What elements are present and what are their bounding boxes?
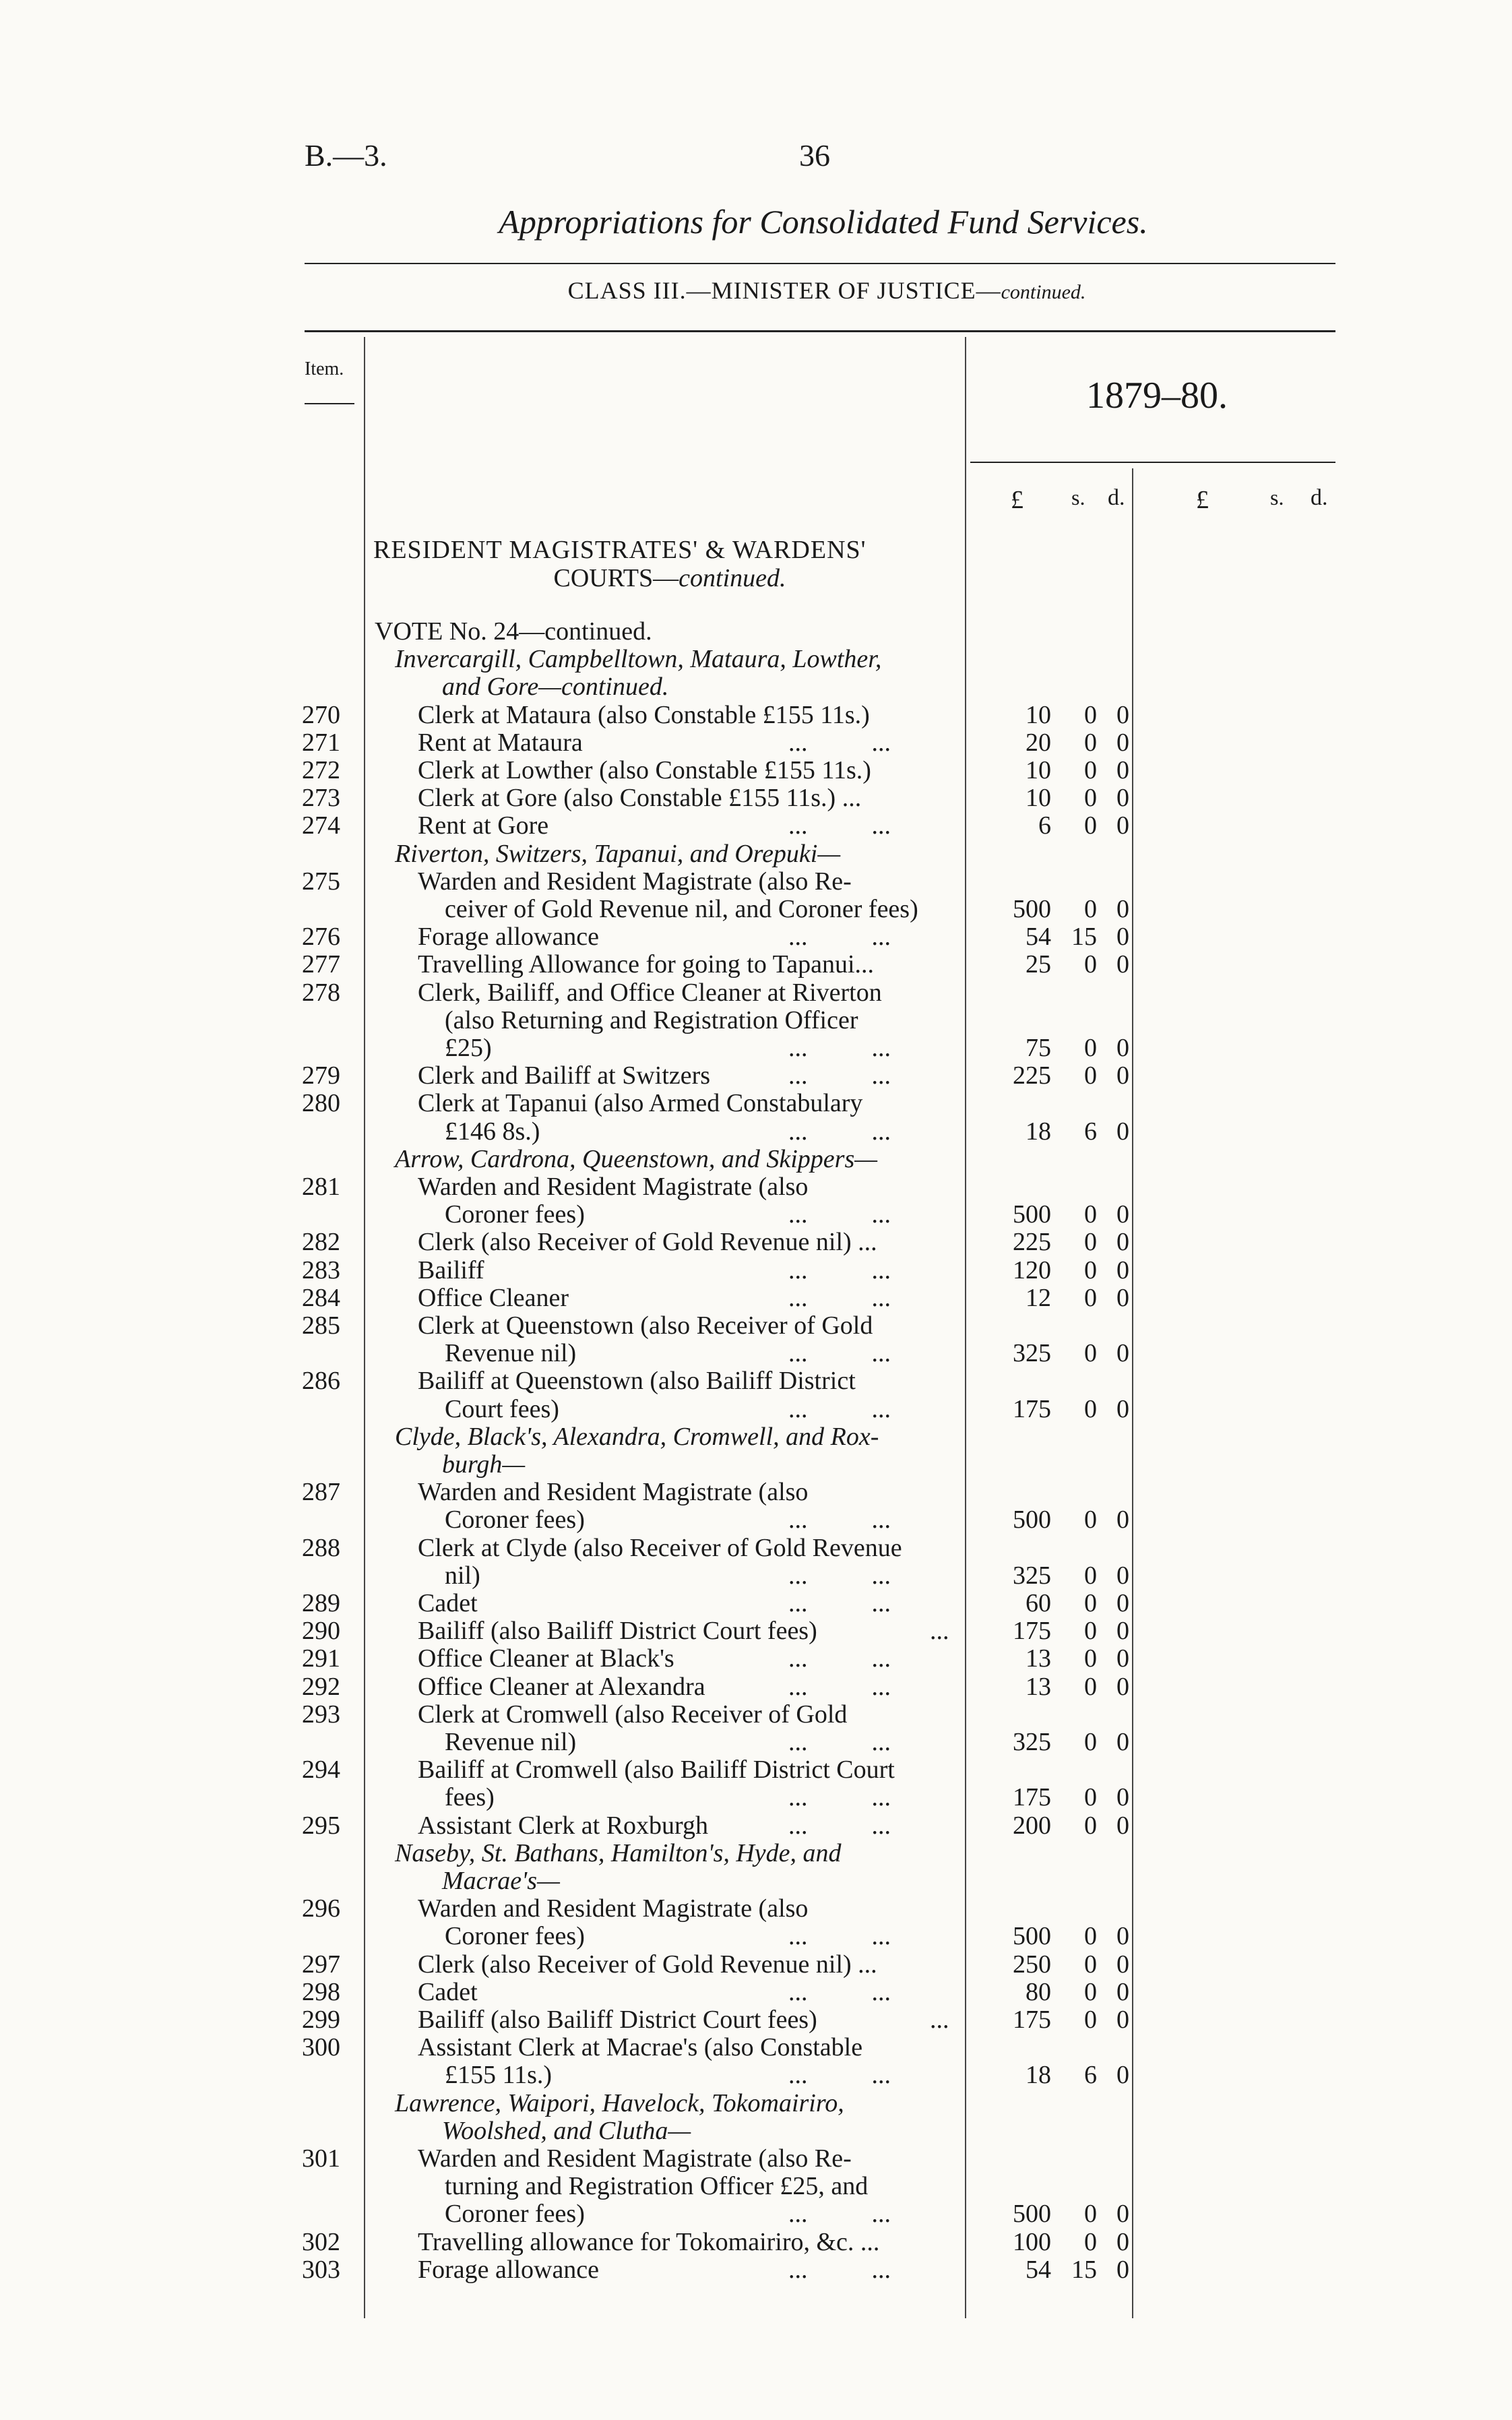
- item-number: 273: [302, 784, 340, 813]
- item-description: Rent at Gore: [418, 811, 549, 840]
- item-number: 293: [302, 1700, 340, 1729]
- amount-pence: 0: [1116, 1117, 1129, 1146]
- item-description: Bailiff (also Bailiff District Court fees): [418, 1617, 817, 1646]
- item-number: 292: [302, 1672, 340, 1701]
- item-number: 274: [302, 811, 340, 840]
- amount-pounds: 80: [1026, 1977, 1051, 2006]
- amount-pounds: 325: [1013, 1339, 1051, 1368]
- amount-pence: 0: [1116, 728, 1129, 757]
- item-description: Bailiff at Queenstown (also Bailiff District: [418, 1367, 856, 1396]
- leader-dots: ... ...: [788, 728, 891, 757]
- amount-pounds: 60: [1026, 1589, 1051, 1617]
- amount-pence: 0: [1116, 1561, 1129, 1590]
- pence-header-total: d.: [1311, 485, 1328, 510]
- section-heading-line2: [373, 564, 966, 592]
- amount-shillings: 0: [1084, 1922, 1097, 1951]
- amount-pounds: 500: [1013, 2200, 1051, 2229]
- amount-pence: 0: [1116, 1228, 1129, 1257]
- item-description: Bailiff (also Bailiff District Court fees): [418, 2006, 817, 2034]
- amount-pence: 0: [1116, 2200, 1129, 2229]
- amount-pence: 0: [1116, 1644, 1129, 1673]
- item-description: Assistant Clerk at Macrae's (also Constable: [418, 2033, 863, 2062]
- item-description: Revenue nil): [445, 1339, 577, 1368]
- item-description: Clerk at Tapanui (also Armed Constabulary: [418, 1089, 863, 1118]
- item-description: Court fees): [445, 1394, 559, 1423]
- amount-pounds: 175: [1013, 2006, 1051, 2034]
- leader-dots: ... ...: [788, 1283, 891, 1312]
- amount-pence: 0: [1116, 2227, 1129, 2256]
- item-number: 297: [302, 1950, 340, 1979]
- amount-pounds: 325: [1013, 1561, 1051, 1590]
- location-group-heading-cont: and Gore—continued.: [442, 673, 669, 702]
- amount-pence: 0: [1116, 1394, 1129, 1423]
- amount-shillings: 0: [1084, 784, 1097, 813]
- section-heading-line1: RESIDENT MAGISTRATES' & WARDENS': [373, 536, 867, 564]
- leader-dots: ... ...: [788, 1644, 891, 1673]
- amount-shillings: 0: [1084, 1061, 1097, 1090]
- amount-shillings: 0: [1084, 1728, 1097, 1756]
- location-group-heading: Clyde, Black's, Alexandra, Cromwell, and Rox-: [395, 1422, 879, 1451]
- page-number: 36: [799, 138, 830, 173]
- item-description: Coroner fees): [445, 2200, 585, 2229]
- location-group-heading-cont: burgh—: [442, 1450, 526, 1479]
- pence-column-divider: [1132, 468, 1133, 2318]
- item-description: Cadet: [418, 1977, 478, 2006]
- leader-dots: ... ...: [788, 1034, 891, 1062]
- leader-dots: ... ...: [788, 2200, 891, 2229]
- item-description: Forage allowance: [418, 923, 600, 952]
- item-description: £146 8s.): [445, 1117, 540, 1146]
- amount-pounds: 175: [1013, 1617, 1051, 1646]
- amount-pounds: 175: [1013, 1394, 1051, 1423]
- item-number: 271: [302, 728, 340, 757]
- leader-dots: ... ...: [788, 811, 891, 840]
- amount-shillings: 0: [1084, 1950, 1097, 1979]
- class-heading: [0, 276, 1512, 305]
- amount-shillings: 0: [1084, 1977, 1097, 2006]
- item-number: 276: [302, 923, 340, 952]
- page-title: Appropriations for Consolidated Fund Services.: [499, 203, 1148, 241]
- item-description: nil): [445, 1561, 480, 1590]
- location-group-heading: Lawrence, Waipori, Havelock, Tokomairiro,: [395, 2088, 844, 2117]
- amount-pence: 0: [1116, 784, 1129, 813]
- item-number: 301: [302, 2144, 340, 2173]
- item-description: Warden and Resident Magistrate (also: [418, 1478, 809, 1507]
- amount-pence: 0: [1116, 1506, 1129, 1534]
- item-description: Forage allowance: [418, 2255, 600, 2284]
- item-number: 303: [302, 2255, 340, 2284]
- item-number: 278: [302, 978, 340, 1007]
- leader-dots: ...: [930, 2006, 949, 2034]
- item-description: Warden and Resident Magistrate (also Re-: [418, 867, 852, 896]
- location-group-heading: Riverton, Switzers, Tapanui, and Orepuki—: [395, 839, 841, 868]
- item-number: 272: [302, 756, 340, 784]
- amount-pounds: 25: [1026, 950, 1051, 979]
- year-column-header: 1879–80.: [1086, 375, 1228, 416]
- item-description: Bailiff at Cromwell (also Bailiff District Court: [418, 1756, 895, 1785]
- amount-pence: 0: [1116, 1034, 1129, 1062]
- amount-shillings: 0: [1084, 1034, 1097, 1062]
- amount-pounds: 200: [1013, 1811, 1051, 1840]
- amount-pence: 0: [1116, 895, 1129, 923]
- amount-pence: 0: [1116, 923, 1129, 952]
- item-description: Revenue nil): [445, 1728, 577, 1756]
- amount-pounds: 500: [1013, 1506, 1051, 1534]
- amount-pence: 0: [1116, 1977, 1129, 2006]
- amount-shillings: 0: [1084, 2227, 1097, 2256]
- pence-header: d.: [1108, 485, 1125, 510]
- amount-shillings: 0: [1084, 1200, 1097, 1229]
- amount-pounds: 225: [1013, 1061, 1051, 1090]
- amount-shillings: 0: [1084, 1506, 1097, 1534]
- table-top-rule: [305, 330, 1335, 332]
- amount-pounds: 500: [1013, 895, 1051, 923]
- leader-dots: ... ...: [788, 1255, 891, 1284]
- pound-header: £: [1011, 486, 1023, 514]
- amount-shillings: 0: [1084, 1783, 1097, 1812]
- amount-pounds: 175: [1013, 1783, 1051, 1812]
- amount-pounds: 20: [1026, 728, 1051, 757]
- item-number: 284: [302, 1283, 340, 1312]
- item-description: Travelling Allowance for going to Tapanui...: [418, 950, 875, 979]
- item-number: 275: [302, 867, 340, 896]
- item-description: Coroner fees): [445, 1506, 585, 1534]
- amount-pounds: 75: [1026, 1034, 1051, 1062]
- item-number: 281: [302, 1173, 340, 1201]
- amount-shillings: 0: [1084, 1811, 1097, 1840]
- leader-dots: ... ...: [788, 2061, 891, 2090]
- item-description: Cadet: [418, 1589, 478, 1617]
- shilling-header: s.: [1071, 485, 1085, 509]
- item-number: 270: [302, 700, 340, 729]
- item-number: 302: [302, 2227, 340, 2256]
- item-number: 300: [302, 2033, 340, 2062]
- location-group-heading-cont: Woolshed, and Clutha—: [442, 2116, 691, 2145]
- amount-shillings: 15: [1071, 923, 1097, 952]
- item-number: 286: [302, 1367, 340, 1396]
- amount-pence: 0: [1116, 1061, 1129, 1090]
- item-number: 288: [302, 1533, 340, 1562]
- item-number: 285: [302, 1311, 340, 1340]
- amount-shillings: 0: [1084, 1617, 1097, 1646]
- location-group-heading: Invercargill, Campbelltown, Mataura, Lowther,: [395, 645, 882, 674]
- amount-pounds: 500: [1013, 1922, 1051, 1951]
- item-number: 283: [302, 1255, 340, 1284]
- money-header-rule: [970, 462, 1335, 463]
- leader-dots: ... ...: [788, 1811, 891, 1840]
- amount-shillings: 0: [1084, 756, 1097, 784]
- amount-shillings: 0: [1084, 1283, 1097, 1312]
- item-number: 299: [302, 2006, 340, 2034]
- amount-pence: 0: [1116, 700, 1129, 729]
- amount-pence: 0: [1116, 1617, 1129, 1646]
- amount-shillings: 6: [1084, 2061, 1097, 2090]
- leader-dots: ... ...: [788, 1783, 891, 1812]
- amount-pence: 0: [1116, 1922, 1129, 1951]
- item-description: Travelling allowance for Tokomairiro, &c. ...: [418, 2227, 880, 2256]
- amount-pounds: 18: [1026, 1117, 1051, 1146]
- item-description: Bailiff: [418, 1255, 484, 1284]
- amount-shillings: 0: [1084, 1255, 1097, 1284]
- item-description: Clerk at Gore (also Constable £155 11s.) ...: [418, 784, 862, 813]
- item-number: 277: [302, 950, 340, 979]
- item-number: 280: [302, 1089, 340, 1118]
- leader-dots: ...: [930, 1617, 949, 1646]
- amount-pounds: 54: [1026, 2255, 1051, 2284]
- item-number: 295: [302, 1811, 340, 1840]
- leader-dots: ... ...: [788, 923, 891, 952]
- amount-shillings: 15: [1071, 2255, 1097, 2284]
- leader-dots: ... ...: [788, 1061, 891, 1090]
- item-column-divider: [364, 337, 365, 2318]
- item-description: Office Cleaner at Alexandra: [418, 1672, 705, 1701]
- item-description: Warden and Resident Magistrate (also Re-: [418, 2144, 852, 2173]
- item-number: 290: [302, 1617, 340, 1646]
- item-description: Clerk and Bailiff at Switzers: [418, 1061, 711, 1090]
- title-rule: [305, 263, 1335, 264]
- leader-dots: ... ...: [788, 1339, 891, 1368]
- amount-shillings: 0: [1084, 1561, 1097, 1590]
- amount-pence: 0: [1116, 2255, 1129, 2284]
- amount-pence: 0: [1116, 811, 1129, 840]
- amount-pounds: 10: [1026, 784, 1051, 813]
- amount-pounds: 10: [1026, 756, 1051, 784]
- amount-shillings: 0: [1084, 1644, 1097, 1673]
- item-description: Clerk at Cromwell (also Receiver of Gold: [418, 1700, 848, 1729]
- amount-pence: 0: [1116, 1672, 1129, 1701]
- item-description: £25): [445, 1034, 492, 1062]
- item-description: Clerk at Mataura (also Constable £155 11s.): [418, 700, 870, 729]
- location-group-heading-cont: Macrae's—: [442, 1867, 560, 1895]
- item-description: Coroner fees): [445, 1922, 585, 1951]
- item-description: turning and Registration Officer £25, and: [445, 2172, 869, 2201]
- amount-pence: 0: [1116, 756, 1129, 784]
- amount-pounds: 18: [1026, 2061, 1051, 2090]
- item-description: Clerk at Lowther (also Constable £155 11s.): [418, 756, 871, 784]
- amount-pence: 0: [1116, 1728, 1129, 1756]
- amount-pence: 0: [1116, 1783, 1129, 1812]
- leader-dots: ... ...: [788, 1922, 891, 1951]
- leader-dots: ... ...: [788, 1506, 891, 1534]
- location-group-heading: Arrow, Cardrona, Queenstown, and Skippers—: [395, 1144, 878, 1173]
- amount-pence: 0: [1116, 1811, 1129, 1840]
- amount-pence: 0: [1116, 1950, 1129, 1979]
- amount-shillings: 0: [1084, 811, 1097, 840]
- amount-shillings: 0: [1084, 1228, 1097, 1257]
- item-description: (also Returning and Registration Officer: [445, 1005, 858, 1034]
- section-heading-continued: continued.: [679, 564, 786, 592]
- item-description: fees): [445, 1783, 495, 1812]
- item-description: Clerk at Queenstown (also Receiver of Gold: [418, 1311, 873, 1340]
- amount-shillings: 0: [1084, 950, 1097, 979]
- amount-pounds: 500: [1013, 1200, 1051, 1229]
- amount-pounds: 100: [1013, 2227, 1051, 2256]
- item-number: 287: [302, 1478, 340, 1507]
- document-reference: B.—3.: [305, 138, 387, 173]
- section-heading: [373, 536, 966, 592]
- amount-pounds: 225: [1013, 1228, 1051, 1257]
- item-description: Assistant Clerk at Roxburgh: [418, 1811, 709, 1840]
- leader-dots: ... ...: [788, 1977, 891, 2006]
- item-number: 289: [302, 1589, 340, 1617]
- leader-dots: ... ...: [788, 1728, 891, 1756]
- amount-pounds: 12: [1026, 1283, 1051, 1312]
- item-number: 282: [302, 1228, 340, 1257]
- amount-pounds: 54: [1026, 923, 1051, 952]
- item-header-underline: [305, 403, 354, 404]
- leader-dots: ... ...: [788, 1200, 891, 1229]
- amount-shillings: 0: [1084, 1339, 1097, 1368]
- leader-dots: ... ...: [788, 1561, 891, 1590]
- item-number: 291: [302, 1644, 340, 1673]
- item-description: Office Cleaner at Black's: [418, 1644, 674, 1673]
- item-description: Clerk (also Receiver of Gold Revenue nil) ...: [418, 1228, 877, 1257]
- leader-dots: ... ...: [788, 1394, 891, 1423]
- amount-shillings: 6: [1084, 1117, 1097, 1146]
- amount-shillings: 0: [1084, 895, 1097, 923]
- amount-pounds: 13: [1026, 1644, 1051, 1673]
- amount-shillings: 0: [1084, 700, 1097, 729]
- leader-dots: ... ...: [788, 1672, 891, 1701]
- item-number: 294: [302, 1756, 340, 1785]
- vote-heading: VOTE No. 24—continued.: [375, 617, 652, 646]
- leader-dots: ... ...: [788, 1117, 891, 1146]
- amount-pounds: 10: [1026, 700, 1051, 729]
- item-description: Warden and Resident Magistrate (also: [418, 1173, 809, 1201]
- amount-pounds: 325: [1013, 1728, 1051, 1756]
- item-description: ceiver of Gold Revenue nil, and Coroner fees): [445, 895, 918, 923]
- leader-dots: ... ...: [788, 1589, 891, 1617]
- amount-shillings: 0: [1084, 728, 1097, 757]
- item-description: Clerk, Bailiff, and Office Cleaner at Riverton: [418, 978, 882, 1007]
- item-number: 296: [302, 1894, 340, 1923]
- item-description: Warden and Resident Magistrate (also: [418, 1894, 809, 1923]
- amount-pounds: 120: [1013, 1255, 1051, 1284]
- class-heading-continued: continued.: [1001, 281, 1086, 303]
- amount-pence: 0: [1116, 950, 1129, 979]
- location-group-heading: Naseby, St. Bathans, Hamilton's, Hyde, and: [395, 1838, 842, 1867]
- amount-pounds: 250: [1013, 1950, 1051, 1979]
- item-description: Coroner fees): [445, 1200, 585, 1229]
- section-heading-courts: COURTS—: [553, 564, 679, 592]
- amount-pence: 0: [1116, 2061, 1129, 2090]
- shilling-header-total: s.: [1270, 485, 1284, 509]
- description-column-divider: [965, 337, 966, 2318]
- item-description: Office Cleaner: [418, 1283, 569, 1312]
- item-column-header: Item.: [305, 359, 344, 379]
- item-description: Clerk at Clyde (also Receiver of Gold Revenue: [418, 1533, 902, 1562]
- amount-pence: 0: [1116, 1283, 1129, 1312]
- amount-pounds: 13: [1026, 1672, 1051, 1701]
- item-description: Clerk (also Receiver of Gold Revenue nil) ...: [418, 1950, 877, 1979]
- amount-shillings: 0: [1084, 1672, 1097, 1701]
- amount-shillings: 0: [1084, 1589, 1097, 1617]
- amount-shillings: 0: [1084, 2200, 1097, 2229]
- leader-dots: ... ...: [788, 2255, 891, 2284]
- amount-pounds: 6: [1038, 811, 1051, 840]
- amount-shillings: 0: [1084, 1394, 1097, 1423]
- pound-header-total: £: [1196, 486, 1209, 514]
- item-number: 279: [302, 1061, 340, 1090]
- amount-pence: 0: [1116, 2006, 1129, 2034]
- item-description: £155 11s.): [445, 2061, 553, 2090]
- item-description: Rent at Mataura: [418, 728, 583, 757]
- amount-pence: 0: [1116, 1339, 1129, 1368]
- item-number: 298: [302, 1977, 340, 2006]
- amount-pence: 0: [1116, 1589, 1129, 1617]
- amount-pence: 0: [1116, 1255, 1129, 1284]
- class-heading-main: CLASS III.—MINISTER OF JUSTICE—: [567, 277, 1001, 304]
- amount-shillings: 0: [1084, 2006, 1097, 2034]
- amount-pence: 0: [1116, 1200, 1129, 1229]
